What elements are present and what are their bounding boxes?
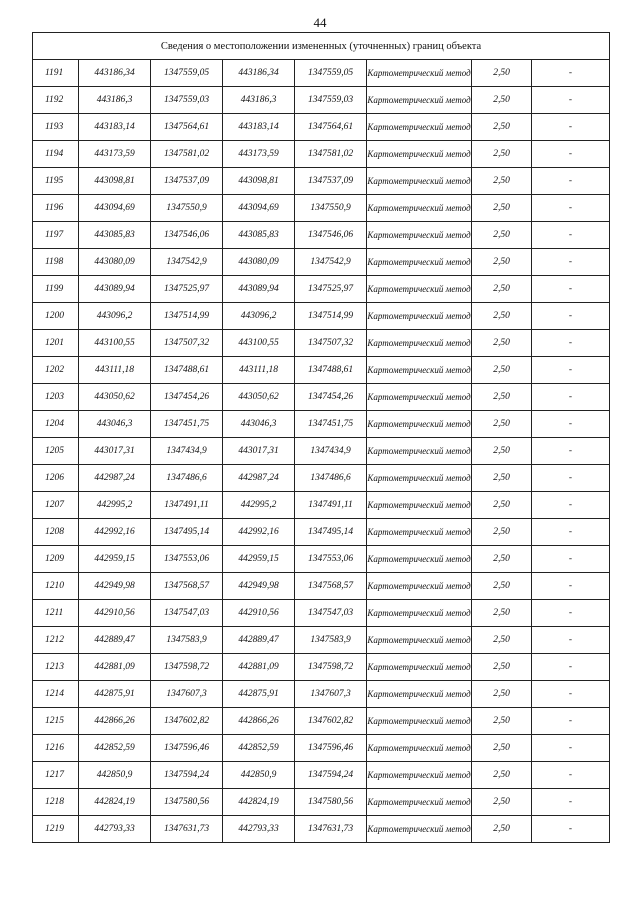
accuracy-cell: 2,50 bbox=[472, 573, 532, 600]
y-existing-cell: 1347594,24 bbox=[151, 762, 223, 789]
method-cell: Картометрический метод bbox=[367, 303, 472, 330]
x-new-cell: 442881,09 bbox=[223, 654, 295, 681]
point-number-cell: 1206 bbox=[33, 465, 79, 492]
y-existing-cell: 1347495,14 bbox=[151, 519, 223, 546]
accuracy-cell: 2,50 bbox=[472, 330, 532, 357]
y-existing-cell: 1347434,9 bbox=[151, 438, 223, 465]
point-number-cell: 1214 bbox=[33, 681, 79, 708]
x-existing-cell: 443186,3 bbox=[79, 87, 151, 114]
description-cell: - bbox=[532, 384, 610, 411]
description-cell: - bbox=[532, 168, 610, 195]
table-row bbox=[33, 654, 610, 681]
y-new-cell: 1347594,24 bbox=[295, 762, 367, 789]
x-new-cell: 442866,26 bbox=[223, 708, 295, 735]
y-new-cell: 1347553,06 bbox=[295, 546, 367, 573]
table-row bbox=[33, 114, 610, 141]
accuracy-cell: 2,50 bbox=[472, 222, 532, 249]
table-row bbox=[33, 816, 610, 843]
y-new-cell: 1347559,03 bbox=[295, 87, 367, 114]
x-existing-cell: 443173,59 bbox=[79, 141, 151, 168]
point-number-cell: 1215 bbox=[33, 708, 79, 735]
x-existing-cell: 443098,81 bbox=[79, 168, 151, 195]
method-cell: Картометрический метод bbox=[367, 708, 472, 735]
method-cell: Картометрический метод bbox=[367, 600, 472, 627]
table-row bbox=[33, 708, 610, 735]
y-new-cell: 1347486,6 bbox=[295, 465, 367, 492]
y-existing-cell: 1347598,72 bbox=[151, 654, 223, 681]
x-new-cell: 442949,98 bbox=[223, 573, 295, 600]
x-new-cell: 442824,19 bbox=[223, 789, 295, 816]
x-new-cell: 443098,81 bbox=[223, 168, 295, 195]
method-cell: Картометрический метод bbox=[367, 249, 472, 276]
x-new-cell: 443186,34 bbox=[223, 60, 295, 87]
accuracy-cell: 2,50 bbox=[472, 789, 532, 816]
x-new-cell: 442793,33 bbox=[223, 816, 295, 843]
method-cell: Картометрический метод bbox=[367, 330, 472, 357]
table-title-row bbox=[33, 33, 610, 60]
accuracy-cell: 2,50 bbox=[472, 276, 532, 303]
y-new-cell: 1347451,75 bbox=[295, 411, 367, 438]
x-existing-cell: 443094,69 bbox=[79, 195, 151, 222]
description-cell: - bbox=[532, 411, 610, 438]
description-cell: - bbox=[532, 627, 610, 654]
point-number-cell: 1202 bbox=[33, 357, 79, 384]
x-existing-cell: 443050,62 bbox=[79, 384, 151, 411]
y-new-cell: 1347550,9 bbox=[295, 195, 367, 222]
accuracy-cell: 2,50 bbox=[472, 546, 532, 573]
table-row bbox=[33, 222, 610, 249]
point-number-cell: 1213 bbox=[33, 654, 79, 681]
accuracy-cell: 2,50 bbox=[472, 60, 532, 87]
description-cell: - bbox=[532, 60, 610, 87]
accuracy-cell: 2,50 bbox=[472, 600, 532, 627]
table-row bbox=[33, 627, 610, 654]
table-row bbox=[33, 60, 610, 87]
x-existing-cell: 442987,24 bbox=[79, 465, 151, 492]
accuracy-cell: 2,50 bbox=[472, 519, 532, 546]
point-number-cell: 1197 bbox=[33, 222, 79, 249]
table-row bbox=[33, 735, 610, 762]
point-number-cell: 1192 bbox=[33, 87, 79, 114]
x-new-cell: 442852,59 bbox=[223, 735, 295, 762]
point-number-cell: 1207 bbox=[33, 492, 79, 519]
description-cell: - bbox=[532, 519, 610, 546]
y-existing-cell: 1347451,75 bbox=[151, 411, 223, 438]
y-existing-cell: 1347580,56 bbox=[151, 789, 223, 816]
point-number-cell: 1216 bbox=[33, 735, 79, 762]
method-cell: Картометрический метод bbox=[367, 195, 472, 222]
point-number-cell: 1217 bbox=[33, 762, 79, 789]
x-existing-cell: 443183,14 bbox=[79, 114, 151, 141]
point-number-cell: 1210 bbox=[33, 573, 79, 600]
y-existing-cell: 1347491,11 bbox=[151, 492, 223, 519]
y-existing-cell: 1347537,09 bbox=[151, 168, 223, 195]
x-new-cell: 442992,16 bbox=[223, 519, 295, 546]
y-new-cell: 1347602,82 bbox=[295, 708, 367, 735]
point-number-cell: 1203 bbox=[33, 384, 79, 411]
description-cell: - bbox=[532, 600, 610, 627]
method-cell: Картометрический метод bbox=[367, 168, 472, 195]
point-number-cell: 1194 bbox=[33, 141, 79, 168]
y-new-cell: 1347547,03 bbox=[295, 600, 367, 627]
accuracy-cell: 2,50 bbox=[472, 411, 532, 438]
y-new-cell: 1347495,14 bbox=[295, 519, 367, 546]
y-existing-cell: 1347583,9 bbox=[151, 627, 223, 654]
description-cell: - bbox=[532, 438, 610, 465]
x-new-cell: 442850,9 bbox=[223, 762, 295, 789]
table-row bbox=[33, 519, 610, 546]
x-new-cell: 442875,91 bbox=[223, 681, 295, 708]
accuracy-cell: 2,50 bbox=[472, 357, 532, 384]
y-new-cell: 1347559,05 bbox=[295, 60, 367, 87]
point-number-cell: 1198 bbox=[33, 249, 79, 276]
description-cell: - bbox=[532, 546, 610, 573]
table-title: Сведения о местоположении измененных (уточненных) границ объекта bbox=[33, 33, 610, 60]
y-new-cell: 1347488,61 bbox=[295, 357, 367, 384]
y-existing-cell: 1347559,03 bbox=[151, 87, 223, 114]
x-existing-cell: 443085,83 bbox=[79, 222, 151, 249]
y-existing-cell: 1347507,32 bbox=[151, 330, 223, 357]
description-cell: - bbox=[532, 222, 610, 249]
x-existing-cell: 442850,9 bbox=[79, 762, 151, 789]
x-new-cell: 443173,59 bbox=[223, 141, 295, 168]
x-existing-cell: 442881,09 bbox=[79, 654, 151, 681]
y-new-cell: 1347596,46 bbox=[295, 735, 367, 762]
x-existing-cell: 443046,3 bbox=[79, 411, 151, 438]
method-cell: Картометрический метод bbox=[367, 654, 472, 681]
y-new-cell: 1347434,9 bbox=[295, 438, 367, 465]
table-row bbox=[33, 465, 610, 492]
point-number-cell: 1195 bbox=[33, 168, 79, 195]
description-cell: - bbox=[532, 195, 610, 222]
method-cell: Картометрический метод bbox=[367, 141, 472, 168]
x-existing-cell: 443186,34 bbox=[79, 60, 151, 87]
point-number-cell: 1208 bbox=[33, 519, 79, 546]
x-existing-cell: 442949,98 bbox=[79, 573, 151, 600]
table-row bbox=[33, 357, 610, 384]
y-existing-cell: 1347547,03 bbox=[151, 600, 223, 627]
y-new-cell: 1347454,26 bbox=[295, 384, 367, 411]
point-number-cell: 1211 bbox=[33, 600, 79, 627]
table-row bbox=[33, 384, 610, 411]
table-row bbox=[33, 600, 610, 627]
table-row bbox=[33, 492, 610, 519]
description-cell: - bbox=[532, 87, 610, 114]
x-existing-cell: 443017,31 bbox=[79, 438, 151, 465]
method-cell: Картометрический метод bbox=[367, 573, 472, 600]
y-new-cell: 1347607,3 bbox=[295, 681, 367, 708]
point-number-cell: 1200 bbox=[33, 303, 79, 330]
y-existing-cell: 1347525,97 bbox=[151, 276, 223, 303]
table-row bbox=[33, 573, 610, 600]
y-existing-cell: 1347553,06 bbox=[151, 546, 223, 573]
x-existing-cell: 443100,55 bbox=[79, 330, 151, 357]
description-cell: - bbox=[532, 114, 610, 141]
y-new-cell: 1347580,56 bbox=[295, 789, 367, 816]
table-row bbox=[33, 195, 610, 222]
x-existing-cell: 442852,59 bbox=[79, 735, 151, 762]
x-new-cell: 442987,24 bbox=[223, 465, 295, 492]
method-cell: Картометрический метод bbox=[367, 681, 472, 708]
y-new-cell: 1347507,32 bbox=[295, 330, 367, 357]
table-row bbox=[33, 411, 610, 438]
accuracy-cell: 2,50 bbox=[472, 708, 532, 735]
description-cell: - bbox=[532, 573, 610, 600]
accuracy-cell: 2,50 bbox=[472, 195, 532, 222]
method-cell: Картометрический метод bbox=[367, 762, 472, 789]
y-existing-cell: 1347546,06 bbox=[151, 222, 223, 249]
point-number-cell: 1193 bbox=[33, 114, 79, 141]
accuracy-cell: 2,50 bbox=[472, 465, 532, 492]
method-cell: Картометрический метод bbox=[367, 438, 472, 465]
x-new-cell: 442910,56 bbox=[223, 600, 295, 627]
x-new-cell: 443186,3 bbox=[223, 87, 295, 114]
description-cell: - bbox=[532, 303, 610, 330]
y-existing-cell: 1347542,9 bbox=[151, 249, 223, 276]
y-existing-cell: 1347488,61 bbox=[151, 357, 223, 384]
x-new-cell: 443096,2 bbox=[223, 303, 295, 330]
table-row bbox=[33, 789, 610, 816]
table-row bbox=[33, 276, 610, 303]
table-row bbox=[33, 438, 610, 465]
point-number-cell: 1204 bbox=[33, 411, 79, 438]
page-number: 44 bbox=[313, 15, 327, 30]
x-existing-cell: 442995,2 bbox=[79, 492, 151, 519]
y-existing-cell: 1347602,82 bbox=[151, 708, 223, 735]
x-existing-cell: 443111,18 bbox=[79, 357, 151, 384]
boundary-coordinates-table bbox=[32, 32, 610, 843]
y-existing-cell: 1347559,05 bbox=[151, 60, 223, 87]
point-number-cell: 1218 bbox=[33, 789, 79, 816]
accuracy-cell: 2,50 bbox=[472, 735, 532, 762]
table-row bbox=[33, 141, 610, 168]
x-existing-cell: 443089,94 bbox=[79, 276, 151, 303]
x-new-cell: 442959,15 bbox=[223, 546, 295, 573]
x-existing-cell: 442824,19 bbox=[79, 789, 151, 816]
table-row bbox=[33, 168, 610, 195]
method-cell: Картометрический метод bbox=[367, 384, 472, 411]
description-cell: - bbox=[532, 681, 610, 708]
table-row bbox=[33, 681, 610, 708]
y-new-cell: 1347564,61 bbox=[295, 114, 367, 141]
method-cell: Картометрический метод bbox=[367, 627, 472, 654]
y-new-cell: 1347525,97 bbox=[295, 276, 367, 303]
accuracy-cell: 2,50 bbox=[472, 141, 532, 168]
x-new-cell: 442995,2 bbox=[223, 492, 295, 519]
x-existing-cell: 442889,47 bbox=[79, 627, 151, 654]
y-existing-cell: 1347454,26 bbox=[151, 384, 223, 411]
y-existing-cell: 1347568,57 bbox=[151, 573, 223, 600]
x-new-cell: 443050,62 bbox=[223, 384, 295, 411]
method-cell: Картометрический метод bbox=[367, 789, 472, 816]
accuracy-cell: 2,50 bbox=[472, 384, 532, 411]
accuracy-cell: 2,50 bbox=[472, 87, 532, 114]
y-new-cell: 1347581,02 bbox=[295, 141, 367, 168]
accuracy-cell: 2,50 bbox=[472, 816, 532, 843]
method-cell: Картометрический метод bbox=[367, 816, 472, 843]
description-cell: - bbox=[532, 789, 610, 816]
description-cell: - bbox=[532, 762, 610, 789]
description-cell: - bbox=[532, 249, 610, 276]
x-new-cell: 443111,18 bbox=[223, 357, 295, 384]
accuracy-cell: 2,50 bbox=[472, 627, 532, 654]
table-row bbox=[33, 87, 610, 114]
x-new-cell: 443080,09 bbox=[223, 249, 295, 276]
method-cell: Картометрический метод bbox=[367, 519, 472, 546]
accuracy-cell: 2,50 bbox=[472, 492, 532, 519]
table-row bbox=[33, 546, 610, 573]
accuracy-cell: 2,50 bbox=[472, 168, 532, 195]
table-row bbox=[33, 249, 610, 276]
table-row bbox=[33, 330, 610, 357]
x-new-cell: 443183,14 bbox=[223, 114, 295, 141]
method-cell: Картометрический метод bbox=[367, 492, 472, 519]
y-new-cell: 1347537,09 bbox=[295, 168, 367, 195]
method-cell: Картометрический метод bbox=[367, 60, 472, 87]
y-existing-cell: 1347596,46 bbox=[151, 735, 223, 762]
x-existing-cell: 442992,16 bbox=[79, 519, 151, 546]
description-cell: - bbox=[532, 708, 610, 735]
description-cell: - bbox=[532, 141, 610, 168]
method-cell: Картометрический метод bbox=[367, 735, 472, 762]
accuracy-cell: 2,50 bbox=[472, 438, 532, 465]
y-existing-cell: 1347550,9 bbox=[151, 195, 223, 222]
point-number-cell: 1191 bbox=[33, 60, 79, 87]
description-cell: - bbox=[532, 492, 610, 519]
y-new-cell: 1347631,73 bbox=[295, 816, 367, 843]
y-new-cell: 1347491,11 bbox=[295, 492, 367, 519]
accuracy-cell: 2,50 bbox=[472, 249, 532, 276]
description-cell: - bbox=[532, 735, 610, 762]
description-cell: - bbox=[532, 357, 610, 384]
method-cell: Картометрический метод bbox=[367, 546, 472, 573]
x-new-cell: 443017,31 bbox=[223, 438, 295, 465]
accuracy-cell: 2,50 bbox=[472, 654, 532, 681]
table-row bbox=[33, 303, 610, 330]
point-number-cell: 1199 bbox=[33, 276, 79, 303]
x-new-cell: 443046,3 bbox=[223, 411, 295, 438]
y-new-cell: 1347598,72 bbox=[295, 654, 367, 681]
x-existing-cell: 442910,56 bbox=[79, 600, 151, 627]
y-new-cell: 1347568,57 bbox=[295, 573, 367, 600]
x-new-cell: 443094,69 bbox=[223, 195, 295, 222]
x-existing-cell: 443080,09 bbox=[79, 249, 151, 276]
y-new-cell: 1347542,9 bbox=[295, 249, 367, 276]
accuracy-cell: 2,50 bbox=[472, 762, 532, 789]
description-cell: - bbox=[532, 330, 610, 357]
point-number-cell: 1212 bbox=[33, 627, 79, 654]
y-existing-cell: 1347514,99 bbox=[151, 303, 223, 330]
method-cell: Картометрический метод bbox=[367, 87, 472, 114]
method-cell: Картометрический метод bbox=[367, 276, 472, 303]
y-new-cell: 1347546,06 bbox=[295, 222, 367, 249]
method-cell: Картометрический метод bbox=[367, 114, 472, 141]
y-existing-cell: 1347564,61 bbox=[151, 114, 223, 141]
point-number-cell: 1201 bbox=[33, 330, 79, 357]
table-row bbox=[33, 762, 610, 789]
point-number-cell: 1196 bbox=[33, 195, 79, 222]
x-new-cell: 442889,47 bbox=[223, 627, 295, 654]
x-new-cell: 443100,55 bbox=[223, 330, 295, 357]
x-new-cell: 443085,83 bbox=[223, 222, 295, 249]
method-cell: Картометрический метод bbox=[367, 411, 472, 438]
accuracy-cell: 2,50 bbox=[472, 681, 532, 708]
method-cell: Картометрический метод bbox=[367, 357, 472, 384]
point-number-cell: 1209 bbox=[33, 546, 79, 573]
y-existing-cell: 1347607,3 bbox=[151, 681, 223, 708]
x-existing-cell: 442875,91 bbox=[79, 681, 151, 708]
method-cell: Картометрический метод bbox=[367, 222, 472, 249]
point-number-cell: 1205 bbox=[33, 438, 79, 465]
method-cell: Картометрический метод bbox=[367, 465, 472, 492]
description-cell: - bbox=[532, 465, 610, 492]
x-existing-cell: 442793,33 bbox=[79, 816, 151, 843]
description-cell: - bbox=[532, 816, 610, 843]
x-existing-cell: 443096,2 bbox=[79, 303, 151, 330]
x-new-cell: 443089,94 bbox=[223, 276, 295, 303]
y-new-cell: 1347514,99 bbox=[295, 303, 367, 330]
y-existing-cell: 1347631,73 bbox=[151, 816, 223, 843]
x-existing-cell: 442866,26 bbox=[79, 708, 151, 735]
accuracy-cell: 2,50 bbox=[472, 303, 532, 330]
description-cell: - bbox=[532, 276, 610, 303]
description-cell: - bbox=[532, 654, 610, 681]
y-new-cell: 1347583,9 bbox=[295, 627, 367, 654]
y-existing-cell: 1347581,02 bbox=[151, 141, 223, 168]
accuracy-cell: 2,50 bbox=[472, 114, 532, 141]
y-existing-cell: 1347486,6 bbox=[151, 465, 223, 492]
point-number-cell: 1219 bbox=[33, 816, 79, 843]
x-existing-cell: 442959,15 bbox=[79, 546, 151, 573]
